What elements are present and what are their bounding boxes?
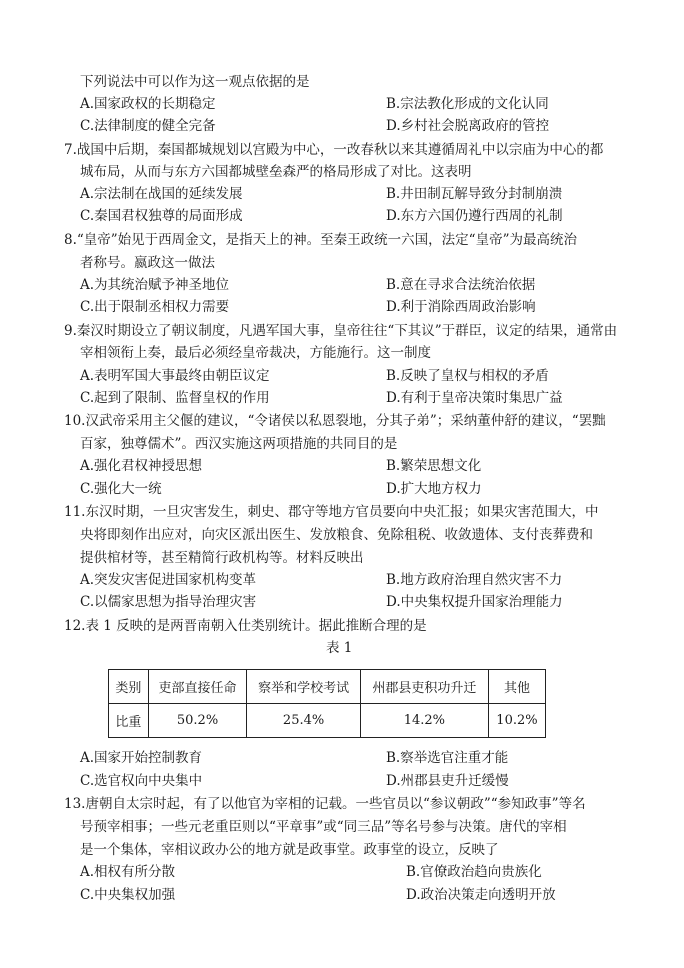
question-9-line-1: 9.秦汉时期设立了朝议制度，凡遇军国大事，皇帝往往“下其议”于群臣，议定的结果，通常由 xyxy=(64,323,618,339)
question-10-line-1: 10.汉武帝采用主父偃的建议，“令诸侯以私恩裂地，分其子弟”；采纳董仲舒的建议，“罢黜 xyxy=(64,413,606,429)
question-11-line-2: 央将即刻作出应对，向灾区派出医生、发放粮食、免除租税、收敛遗体、支付丧葬费和 xyxy=(80,527,593,543)
q9-option-b: B.反映了皇权与相权的矛盾 xyxy=(386,368,549,384)
table-cell: 25.4% xyxy=(247,704,360,738)
question-11-line-1: 11.东汉时期，一旦灾害发生，刺史、郡守等地方官员要向中央汇报；如果灾害范围大，中 xyxy=(64,504,599,520)
q8-option-c: C.出于限制丞相权力需要 xyxy=(80,299,230,315)
q6-option-d: D.乡村社会脱离政府的管控 xyxy=(386,118,550,134)
q10-option-d: D.扩大地方权力 xyxy=(386,481,482,497)
q6-option-a: A.国家政权的长期稳定 xyxy=(80,96,216,112)
table-cell: 比重 xyxy=(109,704,149,738)
table-1 xyxy=(108,669,546,738)
q7-option-d: D.东方六国仍遵行西周的礼制 xyxy=(386,208,563,224)
question-8-line-2: 者称号。嬴政这一做法 xyxy=(80,255,215,271)
q8-option-a: A.为其统治赋予神圣地位 xyxy=(80,277,230,293)
question-10-line-2: 百家，独尊儒术”。西汉实施这两项措施的共同目的是 xyxy=(80,436,398,452)
table-caption: 表 1 xyxy=(326,640,353,656)
q11-option-b: B.地方政府治理自然灾害不力 xyxy=(386,572,563,588)
question-13-line-3: 是一个集体，宰相议政办公的地方就是政事堂。政事堂的设立，反映了 xyxy=(80,842,499,858)
question-9-line-2: 宰相领衔上奏，最后必须经皇帝裁决，方能施行。这一制度 xyxy=(80,345,431,361)
q12-option-a: A.国家开始控制教育 xyxy=(80,750,203,766)
table-header-cell: 类别 xyxy=(109,670,149,704)
q7-option-b: B.井田制瓦解导致分封制崩溃 xyxy=(386,186,563,202)
table-header-cell: 吏部直接任命 xyxy=(148,670,247,704)
q11-option-a: A.突发灾害促进国家机构变革 xyxy=(80,572,257,588)
q13-option-d: D.政治决策走向透明开放 xyxy=(406,887,556,903)
table-row xyxy=(109,704,546,738)
table-cell: 10.2% xyxy=(488,704,545,738)
question-7-line-2: 城布局，从而与东方六国都城壁垒森严的格局形成了对比。这表明 xyxy=(80,164,472,180)
question-6-stem: 下列说法中可以作为这一观点依据的是 xyxy=(80,74,310,90)
q12-option-c: C.选官权向中央集中 xyxy=(80,773,203,789)
question-13-line-1: 13.唐朝自太宗时起，有了以他官为宰相的记载。一些官员以“参议朝政”“参知政事”等名 xyxy=(64,796,586,812)
question-7-line-1: 7.战国中后期，秦国都城规划以宫殿为中心，一改春秋以来其遵循周礼中以宗庙为中心的都 xyxy=(64,142,604,158)
table-cell: 50.2% xyxy=(148,704,247,738)
q7-option-c: C.秦国君权独尊的局面形成 xyxy=(80,208,243,224)
table-cell: 14.2% xyxy=(360,704,488,738)
q10-option-c: C.强化大一统 xyxy=(80,481,162,497)
q9-option-d: D.有利于皇帝决策时集思广益 xyxy=(386,390,563,406)
q6-option-c: C.法律制度的健全完备 xyxy=(80,118,216,134)
q10-option-b: B.繁荣思想文化 xyxy=(386,458,482,474)
q9-option-c: C.起到了限制、监督皇权的作用 xyxy=(80,390,270,406)
q10-option-a: A.强化君权神授思想 xyxy=(80,458,203,474)
q7-option-a: A.宗法制在战国的延续发展 xyxy=(80,186,243,202)
question-13-line-2: 号预宰相事；一些元老重臣则以“平章事”或“同三品”等名号参与决策。唐代的宰相 xyxy=(80,819,567,835)
q13-option-c: C.中央集权加强 xyxy=(80,887,176,903)
question-11-line-3: 提供棺材等，甚至精简行政机构等。材料反映出 xyxy=(80,550,364,566)
q12-option-d: D.州郡县吏升迁缓慢 xyxy=(386,773,509,789)
question-12-line-1: 12.表 1 反映的是两晋南朝入仕类别统计。据此推断合理的是 xyxy=(64,618,427,634)
q13-option-a: A.相权有所分散 xyxy=(80,864,176,880)
q9-option-a: A.表明军国大事最终由朝臣议定 xyxy=(80,368,270,384)
q6-option-b: B.宗法教化形成的文化认同 xyxy=(386,96,549,112)
q8-option-b: B.意在寻求合法统治依据 xyxy=(386,277,536,293)
q12-option-b: B.察举选官注重才能 xyxy=(386,750,509,766)
table-header-cell: 州郡县吏积功升迁 xyxy=(360,670,488,704)
table-header-cell: 察举和学校考试 xyxy=(247,670,360,704)
table-header-row xyxy=(109,670,546,704)
question-8-line-1: 8.“皇帝”始见于西周金文，是指天上的神。至秦王政统一六国，法定“皇帝”为最高统治 xyxy=(64,232,577,248)
q11-option-d: D.中央集权提升国家治理能力 xyxy=(386,594,563,610)
q13-option-b: B.官僚政治趋向贵族化 xyxy=(406,864,542,880)
q11-option-c: C.以儒家思想为指导治理灾害 xyxy=(80,594,257,610)
table-header-cell: 其他 xyxy=(488,670,545,704)
q8-option-d: D.利于消除西周政治影响 xyxy=(386,299,536,315)
